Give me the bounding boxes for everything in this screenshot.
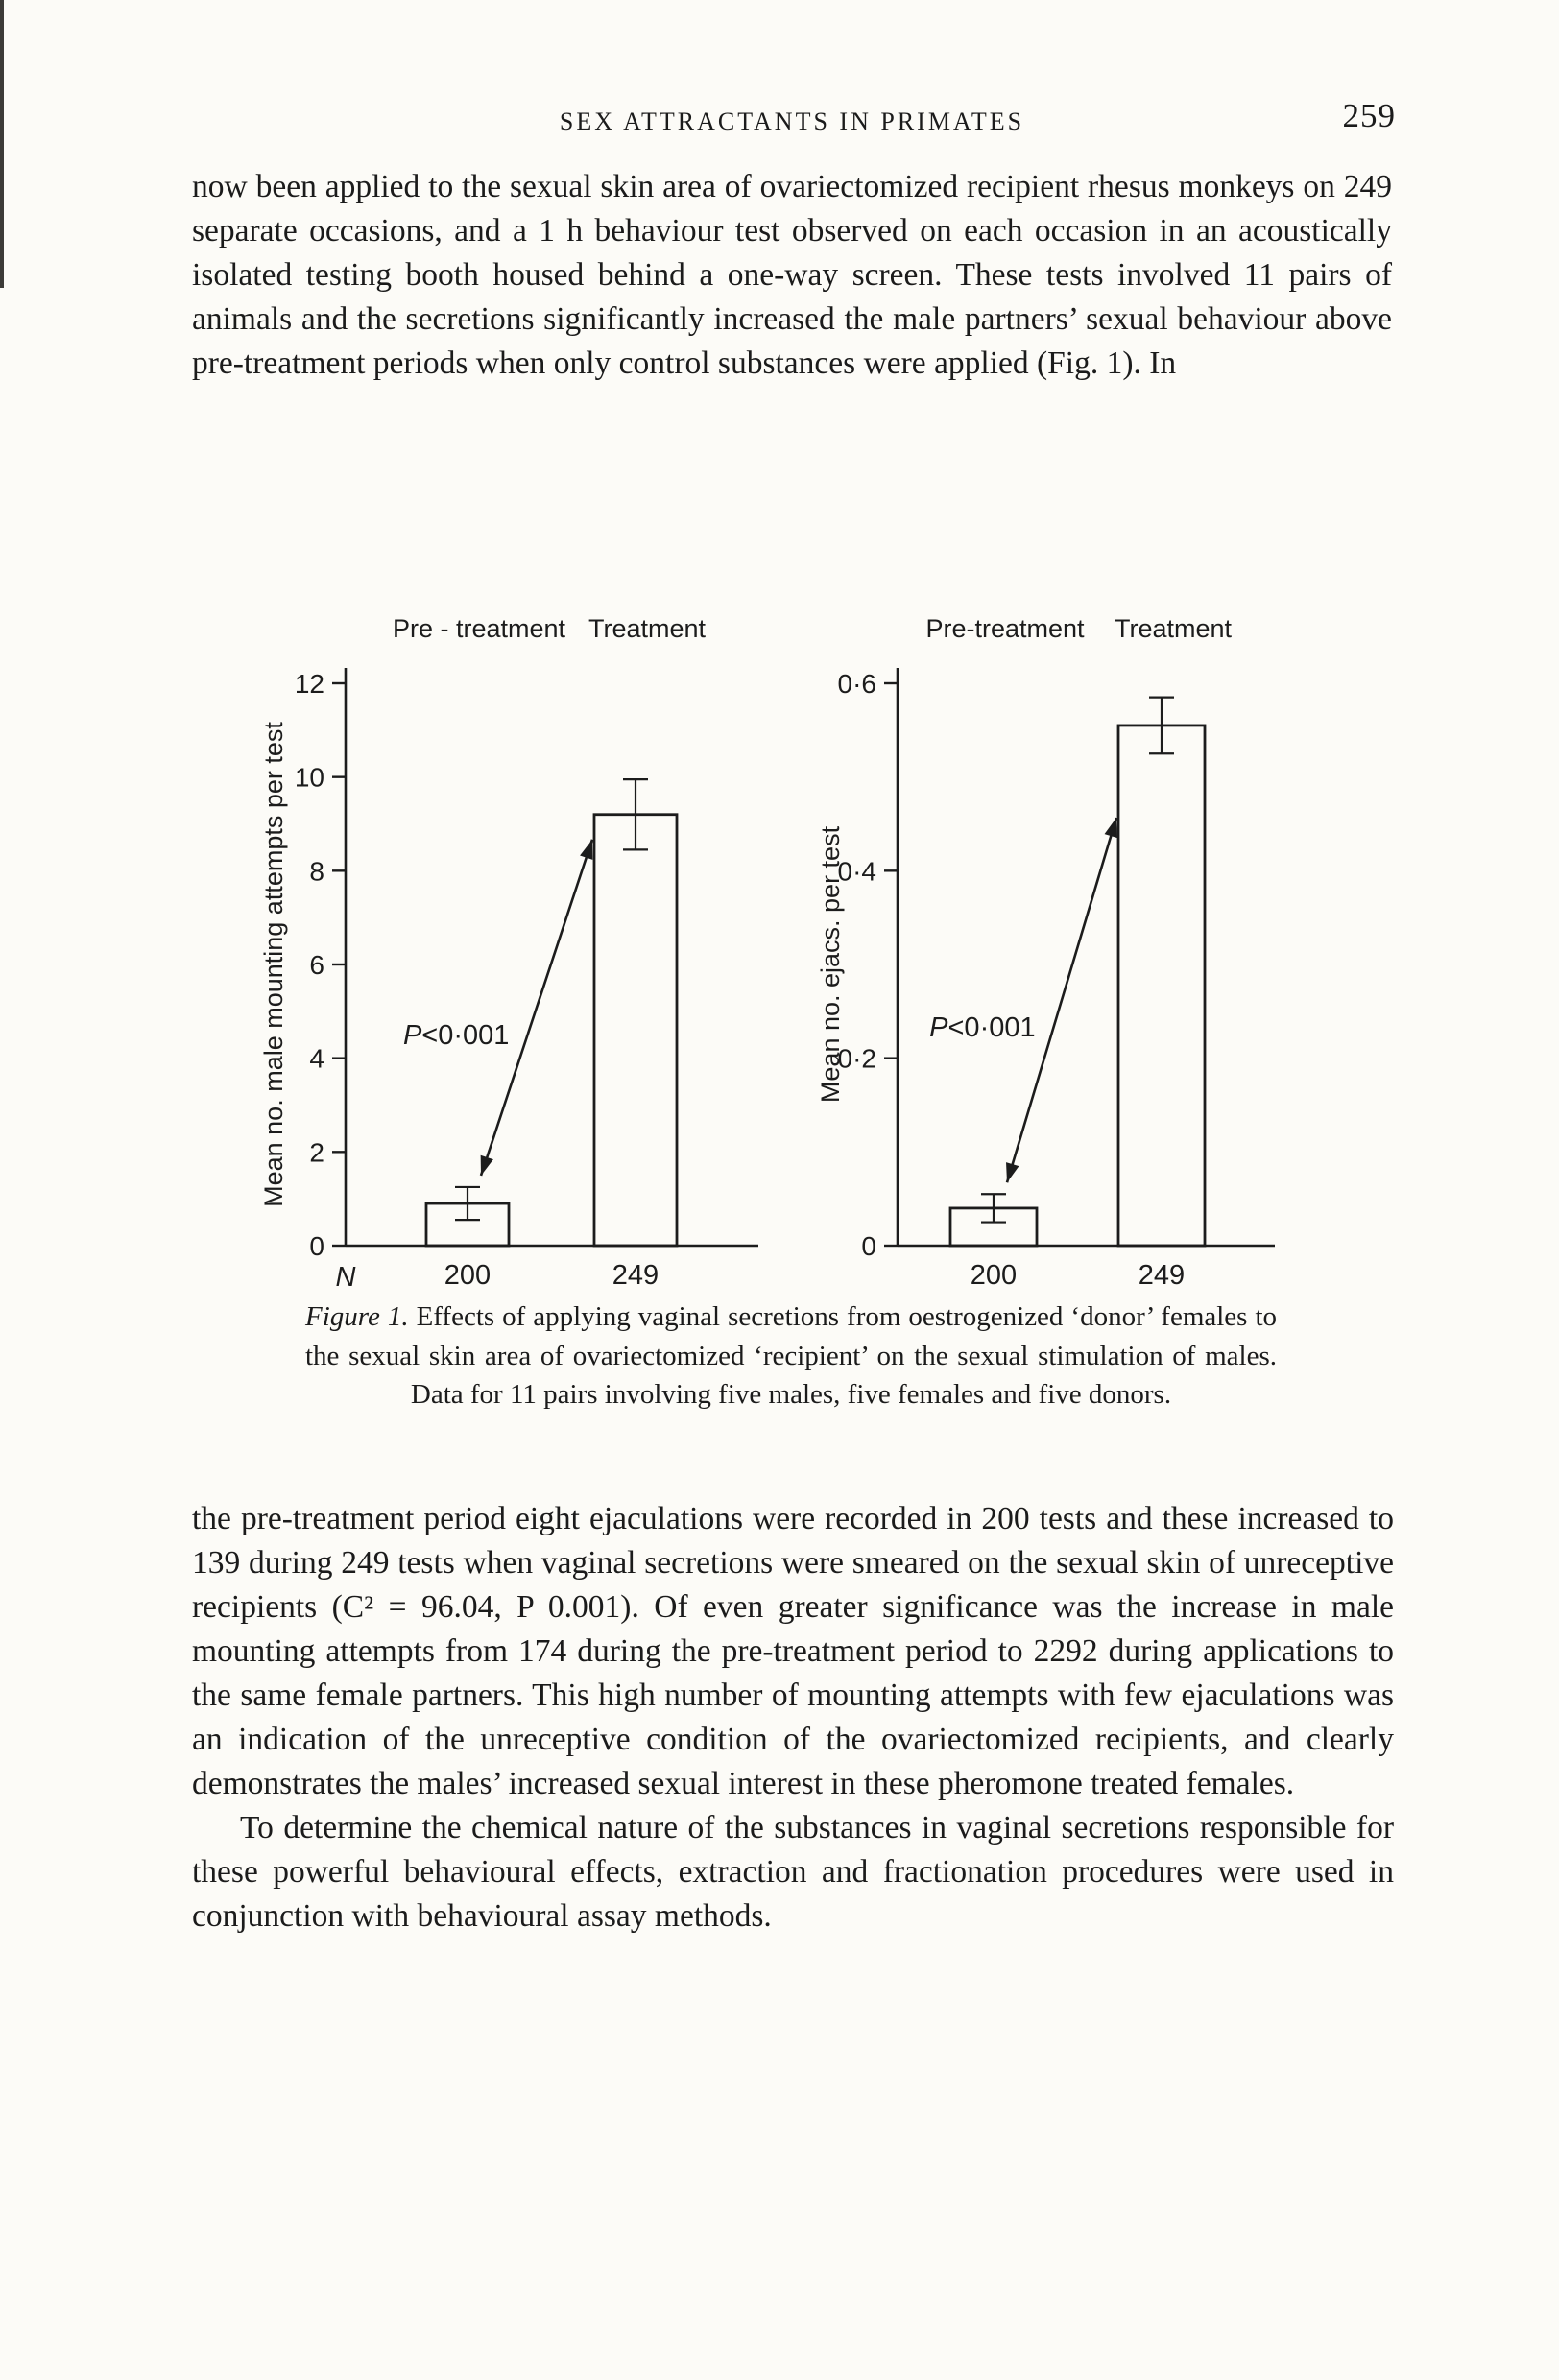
svg-text:0: 0: [309, 1231, 324, 1261]
svg-text:8: 8: [309, 856, 324, 887]
figure-1: [0, 605, 1559, 1291]
svg-text:10: 10: [294, 762, 324, 793]
svg-text:2: 2: [309, 1137, 324, 1168]
svg-text:Mean no. male mounting attempt: Mean no. male mounting attempts per test: [259, 722, 288, 1207]
svg-text:Treatment: Treatment: [1114, 614, 1233, 643]
svg-text:4: 4: [309, 1043, 324, 1074]
svg-text:0·6: 0·6: [837, 669, 876, 699]
body-text-block: [192, 1497, 1394, 1939]
page-number: 259: [1342, 97, 1396, 134]
svg-text:200: 200: [970, 1260, 1018, 1291]
svg-text:0·4: 0·4: [837, 856, 876, 887]
figure-caption-label: Figure 1.: [305, 1301, 409, 1332]
svg-text:P<0·001: P<0·001: [929, 1012, 1036, 1044]
svg-text:P<0·001: P<0·001: [402, 1019, 510, 1051]
paragraph-1: now been applied to the sexual skin area of ovariectomized recipient rhesus monkeys on 249 separate occasions, and a 1 h behaviour test observed on each occasion in an acoustically isolated testing booth housed behind a one-way screen. These tests involved 11 pairs of animals and the secretions significantly increased the male partners’ sexual behaviour above pre-treatment periods when only control substances were applied (Fig. 1). In: [192, 169, 1392, 381]
running-header-title: SEX ATTRACTANTS IN PRIMATES: [559, 107, 1025, 135]
paragraph-3: To determine the chemical nature of the substances in vaginal secretions responsible for these powerful behavioural effects, extraction and fractionation procedures were used in conjunction with behavioural assay methods.: [192, 1810, 1394, 1934]
svg-text:0: 0: [861, 1231, 876, 1261]
svg-text:0·2: 0·2: [837, 1043, 876, 1074]
svg-text:200: 200: [444, 1260, 492, 1291]
svg-text:Mean no. ejacs. per test: Mean no. ejacs. per test: [816, 825, 845, 1104]
chart-ejaculations: [816, 605, 1286, 1291]
svg-text:12: 12: [294, 669, 324, 699]
svg-text:249: 249: [1138, 1260, 1186, 1291]
figure-caption-text: Effects of applying vaginal secretions from oestrogenized ‘donor’ females to the sexual skin area of ovariectomized ‘recipient’ on the sexual stimulation of males. Data for 11 pairs involving five males, five females and five donors.: [305, 1301, 1278, 1410]
scan-edge-artifact: [0, 0, 4, 288]
chart-mounting-attempts: [240, 605, 787, 1291]
svg-text:Pre-treatment: Pre-treatment: [925, 614, 1085, 643]
svg-text:Pre - treatment: Pre - treatment: [392, 614, 566, 643]
figure-caption: [305, 1297, 1277, 1415]
svg-text:Treatment: Treatment: [588, 614, 707, 643]
svg-text:249: 249: [612, 1260, 660, 1291]
paragraph-2: the pre-treatment period eight ejaculations were recorded in 200 tests and these increased to 139 during 249 tests when vaginal secretions were smeared on the sexual skin of unreceptive recipients (C² = 96.04, P 0.001). Of even greater significance was the increase in male mounting attempts from 174 during the pre-treatment period to 2292 during applications to the same female partners. This high number of mounting attempts with few ejaculations was an indication of the unreceptive condition of the ovariectomized recipients, and clearly demonstrates the males’ increased sexual interest in these pheromone treated females.: [192, 1501, 1394, 1801]
svg-text:6: 6: [309, 950, 324, 980]
svg-text:N: N: [335, 1262, 356, 1291]
